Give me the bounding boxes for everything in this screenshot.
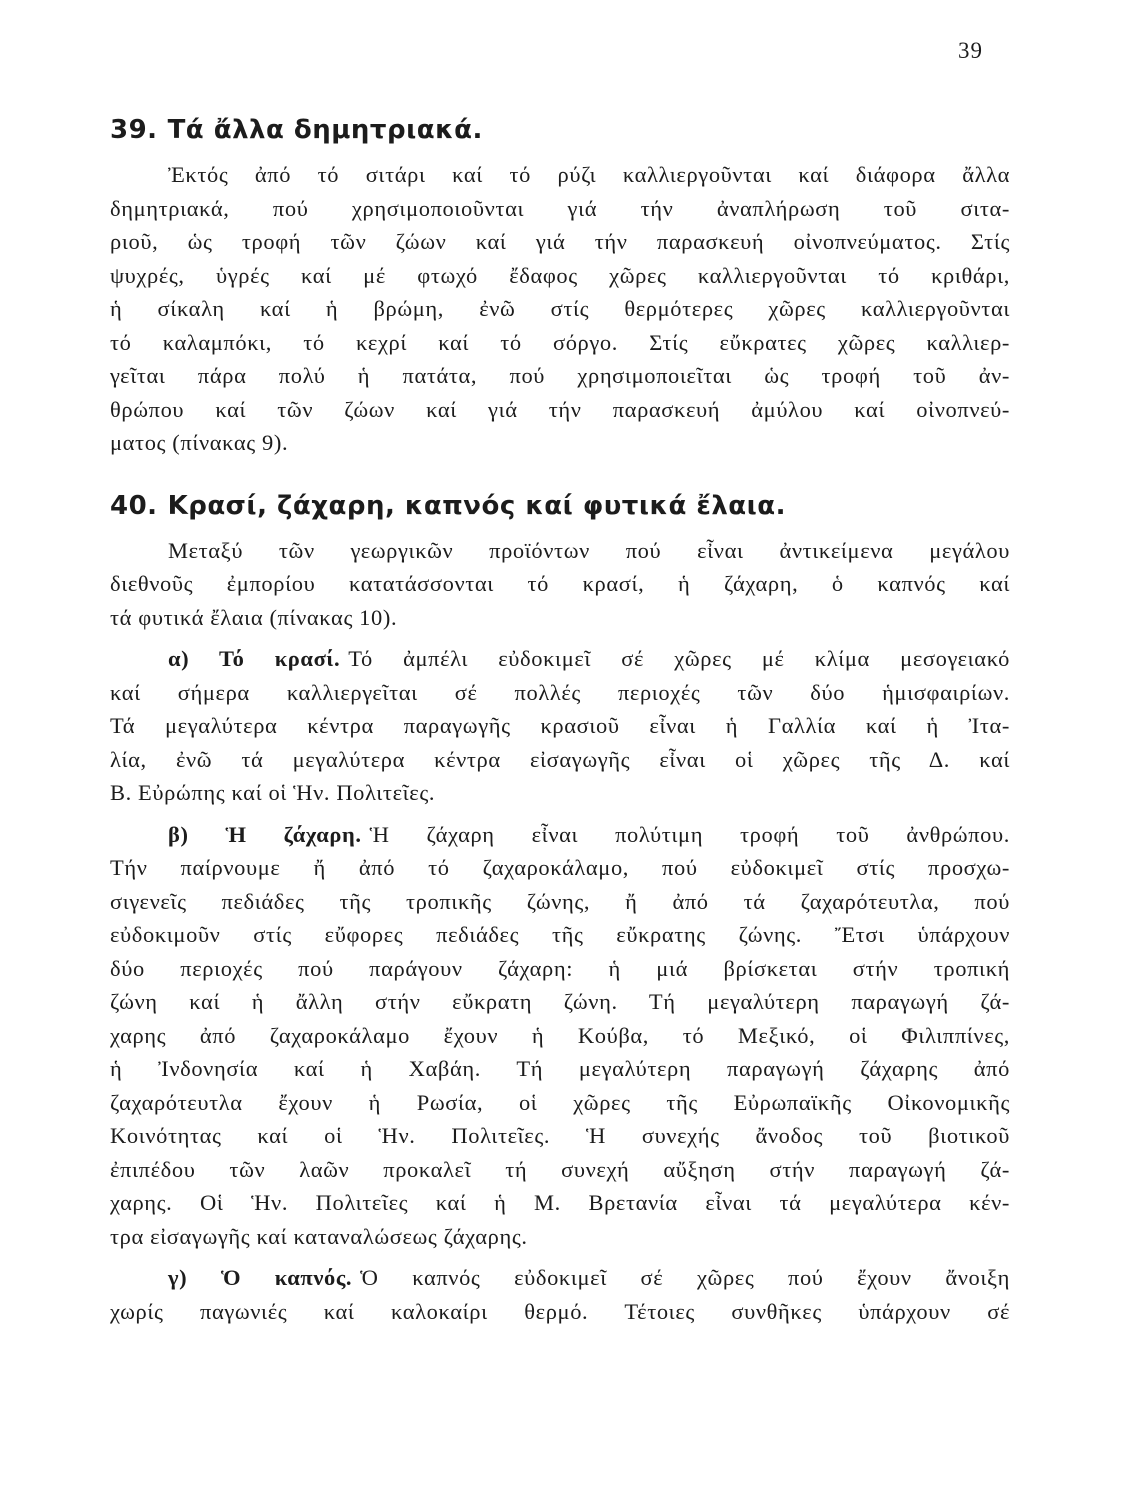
text-line: καί σήμερα καλλιεργεῖται σέ πολλές περιοχές τῶν δύο ἡμισφαιρίων. [110,679,1010,705]
text-line: θρώπου καί τῶν ζώων καί γιά τήν παρασκευή ἀμύλου καί οἰνοπνεύ- [110,396,1010,422]
section-40-number: 40. [110,490,158,521]
paragraph-gap [110,634,1010,642]
text-line: γεῖται πάρα πολύ ἡ πατάτα, πού χρησιμοποιεῖται ὡς τροφή τοῦ ἀν- [110,363,1010,388]
section-39-heading [110,112,1010,148]
text-line: ἐπιπέδου τῶν λαῶν προκαλεῖ τή συνεχή αὔξηση στήν παραγωγή ζά- [110,1156,1010,1182]
section-40-intro-paragraph [110,534,1010,635]
text-line: χωρίς παγωνιές καί καλοκαίρι θερμό. Τέτοιες συνθῆκες ὑπάρχουν σέ [110,1298,1010,1324]
text-line: Ἐκτός ἀπό τό σιτάρι καί τό ρύζι καλλιεργοῦνται καί διάφορα ἄλλα [168,162,1010,187]
text-line [110,1261,1010,1295]
section-40-title: Κρασί, ζάχαρη, καπνός καί φυτικά ἔλαια. [167,490,787,521]
text-line: χαρης ἀπό ζαχαροκάλαμο ἔχουν ἡ Κούβα, τό Μεξικό, οἱ Φιλιππίνες, [110,1022,1010,1048]
subsection-wine-paragraph [110,642,1010,810]
text-line: χαρης. Οἱ Ἡν. Πολιτεῖες καί ἡ Μ. Βρετανία εἶναι τά μεγαλύτερα κέν- [110,1190,1010,1215]
subsection-tobacco-label: γ) Ὁ καπνός. [168,1265,353,1290]
text-line-content: Τό ἀμπέλι εὐδοκιμεῖ σέ χῶρες μέ κλίμα μεσογειακό [348,646,1010,671]
text-line [110,642,1010,676]
text-line: δημητριακά, πού χρησιμοποιοῦνται γιά τήν ἀναπλήρωση τοῦ σιτα- [110,195,1010,221]
text-line: λία, ἐνῶ τά μεγαλύτερα κέντρα εἰσαγωγῆς εἶναι οἱ χῶρες τῆς Δ. καί [110,746,1010,772]
text-line: εὐδοκιμοῦν στίς εὔφορες πεδιάδες τῆς εὔκρατης ζώνης. Ἔτσι ὑπάρχουν [110,922,1010,947]
section-40-heading [110,488,1010,524]
text-line: δύο περιοχές πού παράγουν ζάχαρη: ἡ μιά βρίσκεται στήν τροπική [110,955,1010,981]
paragraph-gap [110,1253,1010,1261]
text-line [110,818,1010,852]
subsection-sugar-label: β) Ἡ ζάχαρη. [168,821,362,847]
text-line: Κοινότητας καί οἱ Ἡν. Πολιτεῖες. Ἡ συνεχής ἄνοδος τοῦ βιοτικοῦ [110,1123,1010,1148]
page-content [110,112,1010,1328]
text-line: Β. Εὐρώπης καί οἱ Ἡν. Πολιτεῖες. [110,780,436,805]
subsection-sugar-paragraph [110,818,1010,1254]
text-line: ζώνη καί ἡ ἄλλη στήν εὔκρατη ζώνη. Τή μεγαλύτερη παραγωγή ζά- [110,989,1010,1014]
paragraph-gap [110,810,1010,818]
text-line: ματος (πίνακας 9). [110,430,289,455]
text-line: τό καλαμπόκι, τό κεχρί καί τό σόργο. Στίς εὔκρατες χῶρες καλλιερ- [110,329,1010,355]
text-line: ψυχρές, ὑγρές καί μέ φτωχό ἔδαφος χῶρες καλλιεργοῦνται τό κριθάρι, [110,262,1010,288]
text-line: διεθνοῦς ἐμπορίου κατατάσσονται τό κρασί, ἡ ζάχαρη, ὁ καπνός καί [110,571,1010,596]
text-line: ἡ σίκαλη καί ἡ βρώμη, ἐνῶ στίς θερμότερες χῶρες καλλιεργοῦνται [110,296,1010,321]
section-39-title: Τά ἄλλα δημητριακά. [167,115,483,145]
text-line: Τά μεγαλύτερα κέντρα παραγωγῆς κρασιοῦ εἶναι ἡ Γαλλία καί ἡ Ἰτα- [110,713,1010,738]
subsection-wine-label: α) Τό κρασί. [168,646,341,671]
text-line: ἡ Ἰνδονησία καί ἡ Χαβάη. Τή μεγαλύτερη παραγωγή ζάχαρης ἀπό [110,1056,1010,1081]
text-line: Μεταξύ τῶν γεωργικῶν προϊόντων πού εἶναι ἀντικείμενα μεγάλου [168,537,1010,563]
text-line: τά φυτικά ἔλαια (πίνακας 10). [110,604,398,630]
section-39-number: 39. [110,115,158,145]
text-line: Τήν παίρνουμε ἤ ἀπό τό ζαχαροκάλαμο, πού εὐδοκιμεῖ στίς προσχω- [110,855,1010,880]
text-line-content: Ἡ ζάχαρη εἶναι πολύτιμη τροφή τοῦ ἀνθρώπου. [369,821,1010,847]
subsection-tobacco-paragraph [110,1261,1010,1328]
text-line: ριοῦ, ὡς τροφή τῶν ζώων καί γιά τήν παρασκευή οἰνοπνεύματος. Στίς [110,229,1010,254]
text-line: ζαχαρότευτλα ἔχουν ἡ Ρωσία, οἱ χῶρες τῆς Εὐρωπαϊκῆς Οἰκονομικῆς [110,1089,1010,1115]
page-number: 39 [958,38,983,63]
text-line: σιγενεῖς πεδιάδες τῆς τροπικῆς ζώνης, ἤ ἀπό τά ζαχαρότευτλα, πού [110,888,1010,914]
text-line: τρα εἰσαγωγῆς καί καταναλώσεως ζάχαρης. [110,1223,528,1249]
section-39-paragraph [110,158,1010,460]
text-line-content: Ὁ καπνός εὐδοκιμεῖ σέ χῶρες πού ἔχουν ἄνοιξη [360,1265,1010,1290]
